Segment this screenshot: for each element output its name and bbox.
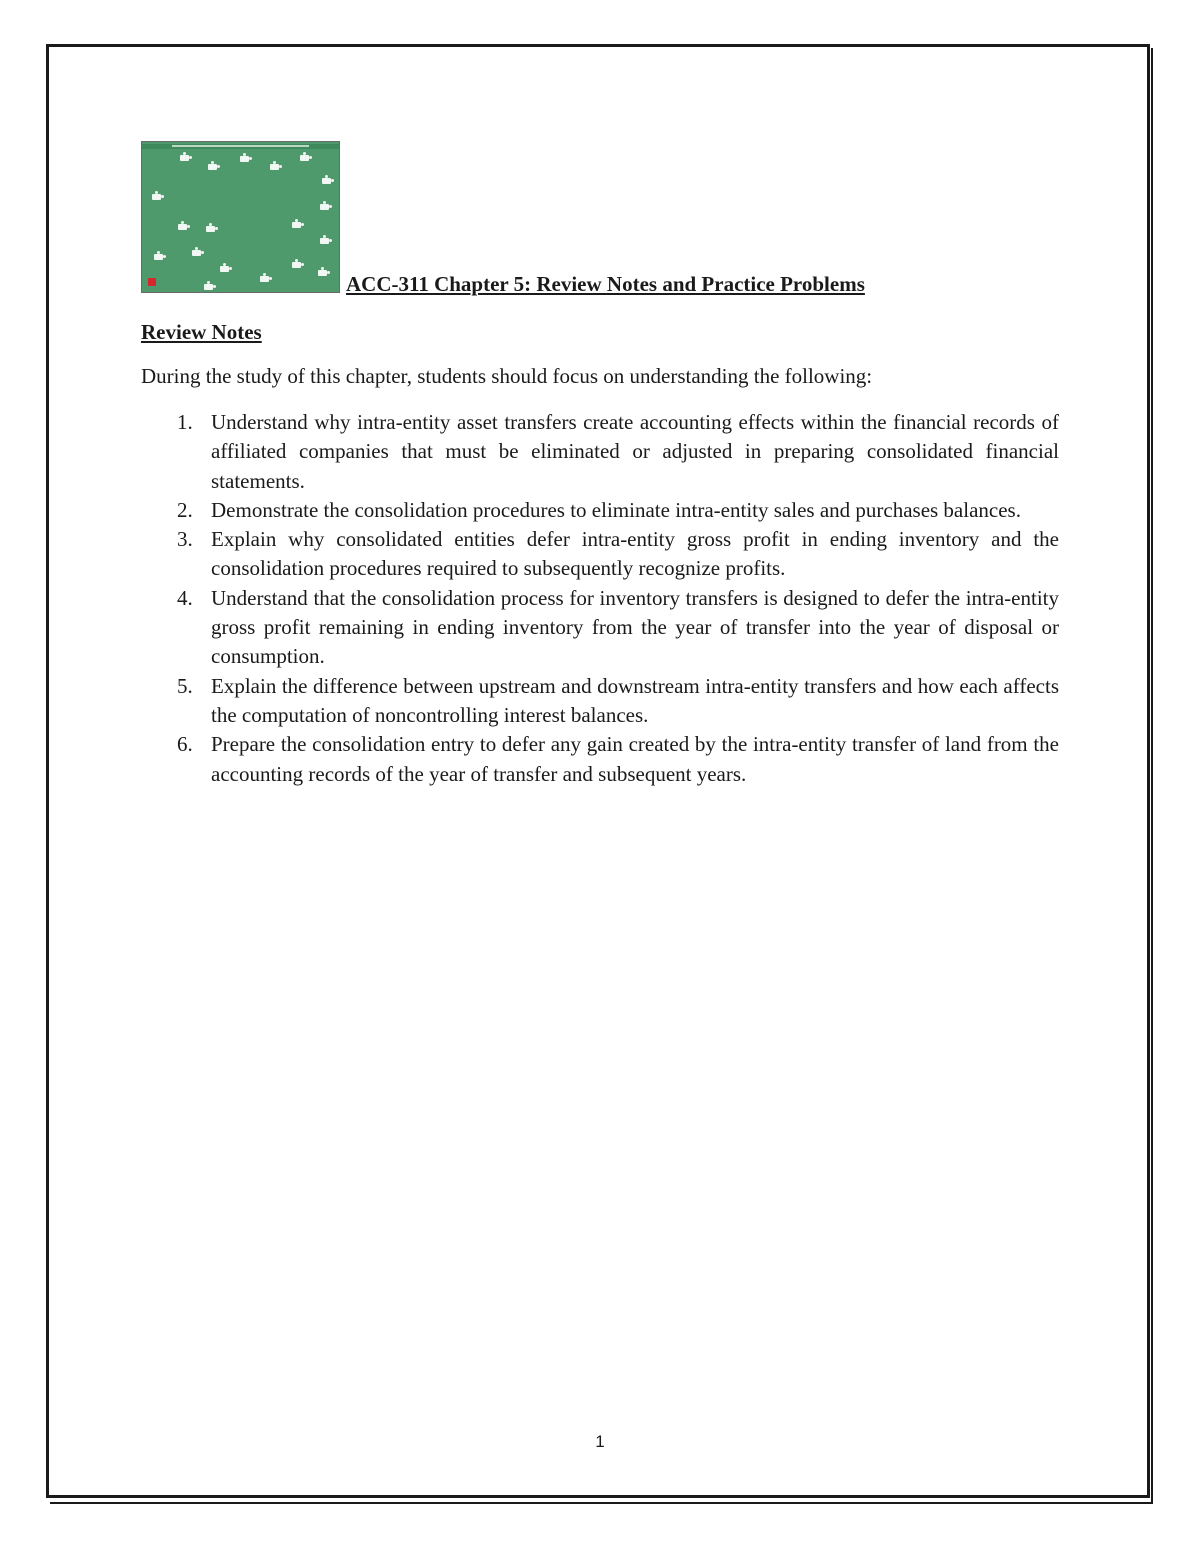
list-item-text: Prepare the consolidation entry to defer any gain created by the intra-entity transfer of land from the accounting records of the year of transfer and subsequent years. — [211, 732, 1059, 786]
list-item-number: 2. — [177, 497, 193, 522]
textbook-cover-image — [141, 141, 340, 293]
section-heading-review-notes: Review Notes — [141, 320, 262, 344]
list-item-text: Understand that the consolidation process for inventory transfers is designed to defer the intra-entity gross profit remaining in ending inventory from the year of transfer into the year of disposal or consumption. — [211, 585, 1059, 669]
puzzle-piece-icon — [292, 262, 301, 268]
document-title: ACC-311 Chapter 5: Review Notes and Practice Problems — [346, 272, 865, 296]
list-item — [141, 496, 1059, 525]
learning-objectives-list — [141, 408, 1059, 789]
puzzle-piece-icon — [192, 250, 201, 256]
list-item-number: 5. — [177, 673, 193, 698]
list-item-number: 4. — [177, 585, 193, 610]
list-item-number: 6. — [177, 732, 193, 757]
list-item-number: 1. — [177, 410, 193, 434]
page-number: 1 — [595, 1432, 605, 1451]
puzzle-piece-icon — [208, 164, 217, 170]
puzzle-piece-icon — [204, 284, 213, 290]
publisher-logo-icon — [148, 278, 156, 286]
list-item — [141, 672, 1059, 731]
puzzle-piece-icon — [322, 178, 331, 184]
list-item-text: Explain why consolidated entities defer intra-entity gross profit in ending inventory and the consolidation procedures required to subsequently recognize profits. — [211, 527, 1059, 581]
list-item-text: Explain the difference between upstream and downstream intra-entity transfers and how each affects the computation of noncontrolling interest balances. — [211, 673, 1059, 727]
puzzle-piece-icon — [300, 155, 309, 161]
puzzle-piece-icon — [220, 266, 229, 272]
list-item — [141, 408, 1059, 496]
puzzle-piece-icon — [180, 155, 189, 161]
puzzle-piece-icon — [152, 194, 161, 200]
puzzle-piece-icon — [320, 204, 329, 210]
cover-banner — [142, 144, 339, 149]
puzzle-piece-icon — [206, 226, 215, 232]
puzzle-piece-icon — [260, 276, 269, 282]
puzzle-piece-icon — [292, 222, 301, 228]
intro-paragraph: During the study of this chapter, students should focus on understanding the following: — [141, 364, 873, 388]
puzzle-piece-icon — [178, 224, 187, 230]
list-item-text: Demonstrate the consolidation procedures to eliminate intra-entity sales and purchases balances. — [211, 497, 1021, 522]
list-item-number: 3. — [177, 527, 193, 552]
list-item — [141, 584, 1059, 672]
puzzle-piece-icon — [154, 254, 163, 260]
puzzle-piece-icon — [240, 156, 249, 162]
list-item — [141, 525, 1059, 584]
list-item-text: Understand why intra-entity asset transfers create accounting effects within the financial records of affiliated companies that must be eliminated or adjusted in preparing consolidated financial statements. — [211, 410, 1059, 493]
puzzle-piece-icon — [320, 238, 329, 244]
puzzle-piece-icon — [270, 164, 279, 170]
list-item — [141, 730, 1059, 789]
header-row — [141, 141, 865, 296]
puzzle-piece-icon — [318, 270, 327, 276]
